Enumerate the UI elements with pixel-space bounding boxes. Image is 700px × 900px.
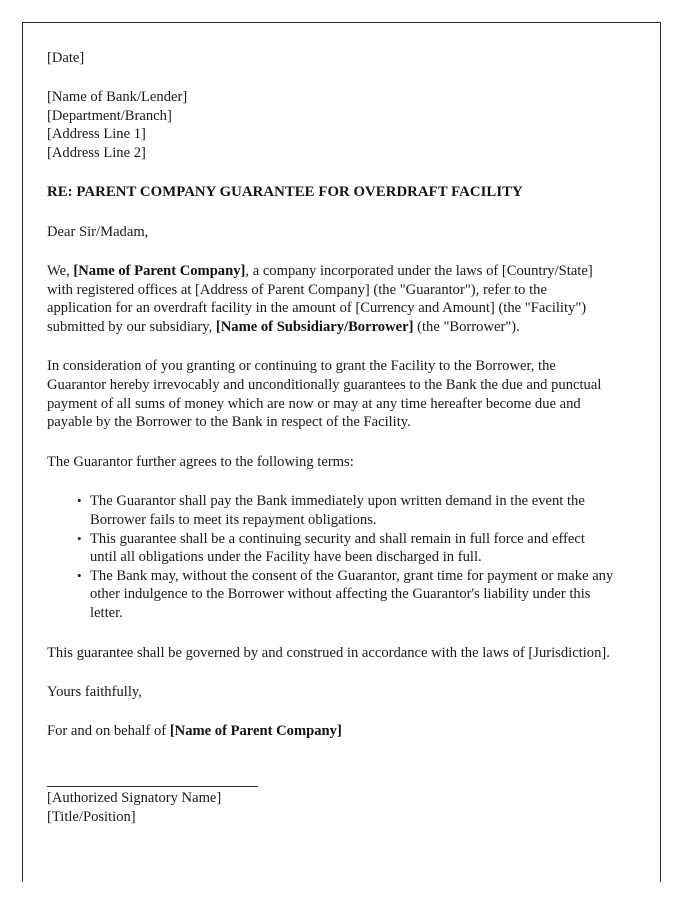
closing-salutation: Yours faithfully,: [47, 684, 142, 701]
date-placeholder: [Date]: [47, 50, 85, 66]
recipient-line: [Address Line 2]: [47, 144, 146, 161]
signatory-title-placeholder: [Title/Position]: [47, 808, 136, 825]
signature-space: [47, 740, 615, 786]
salutation: Dear Sir/Madam,: [47, 224, 149, 240]
spacer: [47, 67, 615, 88]
subject-heading: RE: PARENT COMPANY GUARANTEE FOR OVERDRAFT FACILITY: [47, 184, 523, 200]
spacer: [47, 162, 615, 183]
document-content: [23, 23, 615, 826]
spacer: [47, 241, 615, 262]
signature-line: [47, 786, 258, 787]
spacer: [47, 336, 615, 357]
spacer: [47, 623, 615, 644]
spacer: [47, 432, 615, 453]
intro-text-part-2: , a company incorporated under the laws of [Country/State] with registered offices at [Address of Parent Company] (the "Guarantor"), refer to the application for an overdraft facility in the amount of [Currency and Amount] (the "Facility") submitted by our subsidiary,: [47, 263, 593, 335]
governing-law-paragraph: This guarantee shall be governed by and construed in accordance with the laws of [Jurisdiction].: [47, 644, 610, 661]
on-behalf-of-line: [47, 722, 615, 740]
document-page: [22, 22, 661, 882]
recipient-line: [Name of Bank/Lender]: [47, 89, 188, 105]
recipient-line: [Department/Branch]: [47, 107, 172, 124]
terms-lead-in: The Guarantor further agrees to the following terms:: [47, 453, 354, 470]
paragraph-consideration: In consideration of you granting or continuing to grant the Facility to the Borrower, the Guarantor hereby irrevocably and unconditionally guarantees to the Bank the due and punctual payment of all sums of money which are now or may at any time hereafter become due and payable by the Borrower to the Bank in respect of the Facility.: [47, 358, 602, 431]
signatory-name-placeholder: [Authorized Signatory Name]: [47, 790, 222, 807]
terms-list: [47, 492, 615, 622]
spacer: [47, 471, 615, 492]
subsidiary-borrower-placeholder: [Name of Subsidiary/Borrower]: [215, 318, 414, 335]
paragraph-introduction: [47, 262, 615, 336]
list-item: • The Guarantor shall pay the Bank immediately upon written demand in the event the Borrower fails to meet its repayment obligations.: [90, 492, 615, 529]
spacer: [47, 701, 615, 722]
list-item: • The Bank may, without the consent of the Guarantor, grant time for payment or make any other indulgence to the Borrower without affecting the Guarantor's liability under this letter.: [90, 567, 615, 623]
intro-text-part-1: We,: [47, 263, 74, 279]
recipient-line: [Address Line 1]: [47, 126, 146, 142]
parent-company-placeholder: [Name of Parent Company]: [73, 263, 246, 279]
list-item: • This guarantee shall be a continuing security and shall remain in full force and effect until all obligations under the Facility have been discharged in full.: [90, 530, 615, 567]
on-behalf-company-placeholder: [Name of Parent Company]: [169, 723, 342, 740]
recipient-address-block: [47, 88, 615, 162]
intro-text-part-3: (the "Borrower").: [413, 318, 520, 335]
on-behalf-prefix: For and on behalf of: [47, 723, 170, 740]
spacer: [47, 202, 615, 223]
spacer: [47, 662, 615, 683]
